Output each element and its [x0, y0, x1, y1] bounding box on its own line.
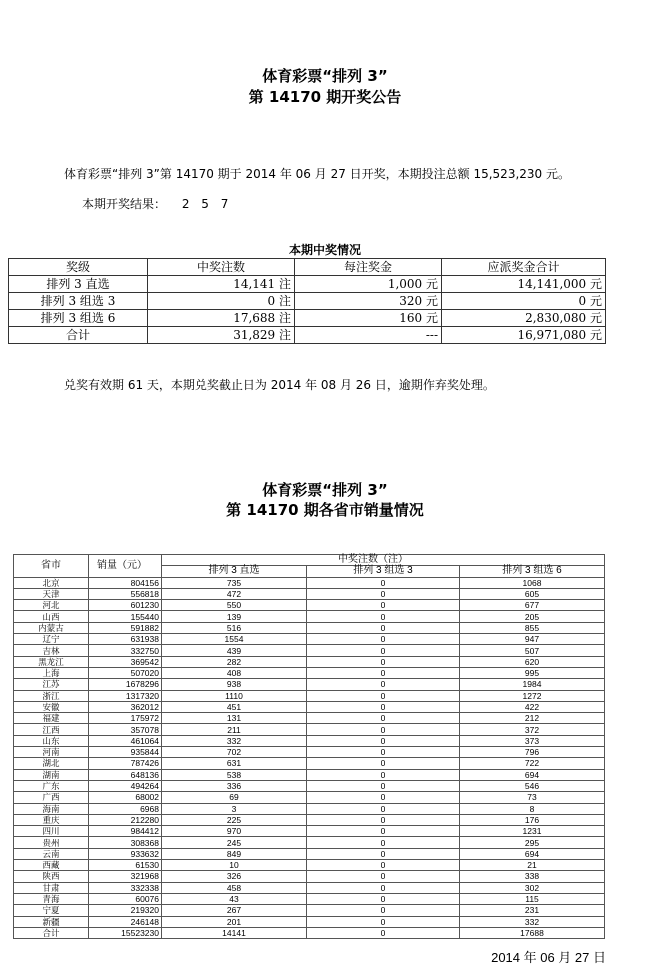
- prize-total: 0 元: [442, 293, 606, 310]
- direct-cell: 849: [162, 848, 307, 859]
- sales-cell: 631938: [89, 634, 162, 645]
- prize-count: 14,141 注: [148, 276, 295, 293]
- group6-cell: 212: [460, 713, 605, 724]
- direct-cell: 550: [162, 600, 307, 611]
- direct-cell: 472: [162, 588, 307, 599]
- prize-row: [9, 293, 606, 310]
- draw-result-label: 本期开奖结果：: [82, 197, 167, 211]
- group6-cell: 1272: [460, 690, 605, 701]
- province-cell: 云南: [14, 848, 89, 859]
- province-cell: 西藏: [14, 860, 89, 871]
- sales-row: [14, 792, 605, 803]
- province-cell: 山西: [14, 611, 89, 622]
- group6-cell: 677: [460, 600, 605, 611]
- direct-cell: 14141: [162, 927, 307, 938]
- group3-cell: 0: [307, 679, 460, 690]
- direct-cell: 211: [162, 724, 307, 735]
- sales-row: [14, 860, 605, 871]
- group6-cell: 1984: [460, 679, 605, 690]
- direct-cell: 631: [162, 758, 307, 769]
- province-cell: 辽宁: [14, 634, 89, 645]
- sales-row: [14, 747, 605, 758]
- sales-row: [14, 848, 605, 859]
- sales-cell: 591882: [89, 622, 162, 633]
- sales-header-sales: 销量（元）: [89, 555, 162, 578]
- direct-cell: 245: [162, 837, 307, 848]
- group6-cell: 1068: [460, 577, 605, 588]
- sales-subtitle: 第 14170 期各省市销量情况: [226, 501, 424, 519]
- group3-cell: 0: [307, 611, 460, 622]
- direct-cell: 267: [162, 905, 307, 916]
- group3-cell: 0: [307, 747, 460, 758]
- sales-cell: 494264: [89, 780, 162, 791]
- direct-cell: 458: [162, 882, 307, 893]
- group6-cell: 722: [460, 758, 605, 769]
- group6-cell: 855: [460, 622, 605, 633]
- province-cell: 河北: [14, 600, 89, 611]
- group3-cell: 0: [307, 713, 460, 724]
- direct-cell: 69: [162, 792, 307, 803]
- sales-cell: 461064: [89, 735, 162, 746]
- draw-result-numbers: 2 5 7: [181, 197, 233, 211]
- group6-cell: 338: [460, 871, 605, 882]
- group3-cell: 0: [307, 882, 460, 893]
- group6-cell: 507: [460, 645, 605, 656]
- direct-cell: 225: [162, 814, 307, 825]
- prize-header-row: [9, 259, 606, 276]
- sales-header-winners-group: 中奖注数（注）: [162, 555, 605, 566]
- sales-cell: 648136: [89, 769, 162, 780]
- validity-note: 兑奖有效期 61 天，本期兑奖截止日为 2014 年 08 月 26 日，逾期作弃奖处理。: [64, 378, 495, 392]
- group6-cell: 422: [460, 701, 605, 712]
- group3-cell: 0: [307, 667, 460, 678]
- group3-cell: 0: [307, 634, 460, 645]
- sales-header-group3: 排列 3 组选 3: [307, 566, 460, 577]
- sales-row: [14, 634, 605, 645]
- group3-cell: 0: [307, 848, 460, 859]
- direct-cell: 1554: [162, 634, 307, 645]
- group3-cell: 0: [307, 724, 460, 735]
- prize-count: 0 注: [148, 293, 295, 310]
- group3-cell: 0: [307, 600, 460, 611]
- group6-cell: 694: [460, 848, 605, 859]
- sales-row: [14, 780, 605, 791]
- sales-row: [14, 701, 605, 712]
- province-cell: 江苏: [14, 679, 89, 690]
- draw-result: [82, 195, 232, 212]
- group3-cell: 0: [307, 916, 460, 927]
- sales-cell: 15523230: [89, 927, 162, 938]
- group3-cell: 0: [307, 645, 460, 656]
- sales-row: [14, 814, 605, 825]
- prize-caption: 本期中奖情况: [288, 243, 361, 257]
- group6-cell: 694: [460, 769, 605, 780]
- group3-cell: 0: [307, 656, 460, 667]
- sales-cell: 601230: [89, 600, 162, 611]
- prize-total: 2,830,080 元: [442, 310, 606, 327]
- province-cell: 合计: [14, 927, 89, 938]
- group6-cell: 605: [460, 588, 605, 599]
- sales-row: [14, 667, 605, 678]
- sales-cell: 556818: [89, 588, 162, 599]
- group3-cell: 0: [307, 837, 460, 848]
- direct-cell: 439: [162, 645, 307, 656]
- province-cell: 黑龙江: [14, 656, 89, 667]
- sales-cell: 933632: [89, 848, 162, 859]
- province-cell: 陕西: [14, 871, 89, 882]
- province-cell: 北京: [14, 577, 89, 588]
- prize-row: [9, 310, 606, 327]
- sales-row: [14, 803, 605, 814]
- group6-cell: 17688: [460, 927, 605, 938]
- sales-cell: 332750: [89, 645, 162, 656]
- group6-cell: 295: [460, 837, 605, 848]
- prize-per-bet: ---: [295, 327, 442, 344]
- direct-cell: 336: [162, 780, 307, 791]
- sales-cell: 175972: [89, 713, 162, 724]
- sales-cell: 219320: [89, 905, 162, 916]
- province-cell: 上海: [14, 667, 89, 678]
- sales-row: [14, 622, 605, 633]
- sales-row: [14, 645, 605, 656]
- direct-cell: 735: [162, 577, 307, 588]
- direct-cell: 1110: [162, 690, 307, 701]
- group3-cell: 0: [307, 588, 460, 599]
- province-cell: 甘肃: [14, 882, 89, 893]
- province-cell: 湖南: [14, 769, 89, 780]
- sales-total-row: [14, 927, 605, 938]
- group6-cell: 373: [460, 735, 605, 746]
- sales-cell: 935844: [89, 747, 162, 758]
- sales-cell: 357078: [89, 724, 162, 735]
- group3-cell: 0: [307, 871, 460, 882]
- prize-level: 排列 3 直选: [9, 276, 148, 293]
- sales-cell: 1317320: [89, 690, 162, 701]
- group6-cell: 1231: [460, 826, 605, 837]
- province-cell: 福建: [14, 713, 89, 724]
- sales-table: [13, 554, 605, 939]
- group6-cell: 302: [460, 882, 605, 893]
- group6-cell: 947: [460, 634, 605, 645]
- group6-cell: 21: [460, 860, 605, 871]
- prize-header-total: 应派奖金合计: [442, 259, 606, 276]
- direct-cell: 326: [162, 871, 307, 882]
- province-cell: 广西: [14, 792, 89, 803]
- direct-cell: 702: [162, 747, 307, 758]
- sales-row: [14, 600, 605, 611]
- prize-count: 17,688 注: [148, 310, 295, 327]
- sales-cell: 68002: [89, 792, 162, 803]
- province-cell: 山东: [14, 735, 89, 746]
- sales-cell: 332338: [89, 882, 162, 893]
- sales-row: [14, 893, 605, 904]
- direct-cell: 451: [162, 701, 307, 712]
- sales-cell: 362012: [89, 701, 162, 712]
- sales-cell: 6968: [89, 803, 162, 814]
- province-cell: 贵州: [14, 837, 89, 848]
- group3-cell: 0: [307, 701, 460, 712]
- group3-cell: 0: [307, 893, 460, 904]
- province-cell: 安徽: [14, 701, 89, 712]
- prize-level: 排列 3 组选 6: [9, 310, 148, 327]
- group6-cell: 995: [460, 667, 605, 678]
- group3-cell: 0: [307, 769, 460, 780]
- direct-cell: 201: [162, 916, 307, 927]
- sales-row: [14, 690, 605, 701]
- group6-cell: 205: [460, 611, 605, 622]
- direct-cell: 282: [162, 656, 307, 667]
- sales-row: [14, 758, 605, 769]
- group3-cell: 0: [307, 792, 460, 803]
- direct-cell: 332: [162, 735, 307, 746]
- prize-total: 14,141,000 元: [442, 276, 606, 293]
- group3-cell: 0: [307, 690, 460, 701]
- sales-header-group6: 排列 3 组选 6: [460, 566, 605, 577]
- sales-row: [14, 837, 605, 848]
- group3-cell: 0: [307, 577, 460, 588]
- sales-header-province: 省市: [14, 555, 89, 578]
- prize-per-bet: 1,000 元: [295, 276, 442, 293]
- sales-date: 2014 年 06 月 27 日: [491, 950, 606, 965]
- sales-cell: 246148: [89, 916, 162, 927]
- sales-row: [14, 611, 605, 622]
- direct-cell: 938: [162, 679, 307, 690]
- group3-cell: 0: [307, 758, 460, 769]
- sales-row: [14, 826, 605, 837]
- direct-cell: 139: [162, 611, 307, 622]
- direct-cell: 516: [162, 622, 307, 633]
- province-cell: 青海: [14, 893, 89, 904]
- group3-cell: 0: [307, 780, 460, 791]
- group6-cell: 620: [460, 656, 605, 667]
- group6-cell: 372: [460, 724, 605, 735]
- prize-row: [9, 327, 606, 344]
- announcement-title: 体育彩票“排列 3”: [262, 67, 388, 85]
- province-cell: 浙江: [14, 690, 89, 701]
- prize-header-count: 中奖注数: [148, 259, 295, 276]
- direct-cell: 538: [162, 769, 307, 780]
- sales-row: [14, 588, 605, 599]
- direct-cell: 131: [162, 713, 307, 724]
- sales-cell: 369542: [89, 656, 162, 667]
- sales-row: [14, 905, 605, 916]
- sales-row: [14, 769, 605, 780]
- sales-row: [14, 735, 605, 746]
- sales-cell: 60076: [89, 893, 162, 904]
- sales-cell: 984412: [89, 826, 162, 837]
- group3-cell: 0: [307, 803, 460, 814]
- direct-cell: 970: [162, 826, 307, 837]
- group6-cell: 231: [460, 905, 605, 916]
- direct-cell: 3: [162, 803, 307, 814]
- sales-cell: 308368: [89, 837, 162, 848]
- group3-cell: 0: [307, 927, 460, 938]
- prize-header-per-bet: 每注奖金: [295, 259, 442, 276]
- sales-row: [14, 916, 605, 927]
- group6-cell: 546: [460, 780, 605, 791]
- prize-table: [8, 258, 606, 344]
- sales-row: [14, 871, 605, 882]
- group3-cell: 0: [307, 814, 460, 825]
- sales-cell: 321968: [89, 871, 162, 882]
- province-cell: 宁夏: [14, 905, 89, 916]
- prize-header-level: 奖级: [9, 259, 148, 276]
- group3-cell: 0: [307, 826, 460, 837]
- province-cell: 新疆: [14, 916, 89, 927]
- group6-cell: 176: [460, 814, 605, 825]
- group6-cell: 796: [460, 747, 605, 758]
- group3-cell: 0: [307, 860, 460, 871]
- group3-cell: 0: [307, 905, 460, 916]
- sales-cell: 212280: [89, 814, 162, 825]
- sales-row: [14, 713, 605, 724]
- group6-cell: 73: [460, 792, 605, 803]
- province-cell: 四川: [14, 826, 89, 837]
- sales-row: [14, 656, 605, 667]
- sales-cell: 1678296: [89, 679, 162, 690]
- sales-row: [14, 724, 605, 735]
- group6-cell: 332: [460, 916, 605, 927]
- province-cell: 湖北: [14, 758, 89, 769]
- prize-per-bet: 160 元: [295, 310, 442, 327]
- sales-header-direct: 排列 3 直选: [162, 566, 307, 577]
- province-cell: 天津: [14, 588, 89, 599]
- group3-cell: 0: [307, 622, 460, 633]
- province-cell: 海南: [14, 803, 89, 814]
- province-cell: 内蒙古: [14, 622, 89, 633]
- direct-cell: 408: [162, 667, 307, 678]
- sales-row: [14, 882, 605, 893]
- province-cell: 河南: [14, 747, 89, 758]
- province-cell: 吉林: [14, 645, 89, 656]
- announcement-subtitle: 第 14170 期开奖公告: [248, 88, 402, 106]
- sales-cell: 155440: [89, 611, 162, 622]
- sales-title: 体育彩票“排列 3”: [262, 481, 388, 499]
- sales-row: [14, 577, 605, 588]
- prize-total: 16,971,080 元: [442, 327, 606, 344]
- direct-cell: 10: [162, 860, 307, 871]
- province-cell: 江西: [14, 724, 89, 735]
- group6-cell: 115: [460, 893, 605, 904]
- prize-count: 31,829 注: [148, 327, 295, 344]
- province-cell: 广东: [14, 780, 89, 791]
- direct-cell: 43: [162, 893, 307, 904]
- prize-per-bet: 320 元: [295, 293, 442, 310]
- sales-cell: 61530: [89, 860, 162, 871]
- province-cell: 重庆: [14, 814, 89, 825]
- sales-row: [14, 679, 605, 690]
- sales-cell: 787426: [89, 758, 162, 769]
- sales-cell: 507020: [89, 667, 162, 678]
- draw-intro: 体育彩票“排列 3”第 14170 期于 2014 年 06 月 27 日开奖，本期投注总额 15,523,230 元。: [64, 167, 570, 181]
- prize-row: [9, 276, 606, 293]
- sales-cell: 804156: [89, 577, 162, 588]
- prize-level: 排列 3 组选 3: [9, 293, 148, 310]
- group3-cell: 0: [307, 735, 460, 746]
- prize-level: 合计: [9, 327, 148, 344]
- group6-cell: 8: [460, 803, 605, 814]
